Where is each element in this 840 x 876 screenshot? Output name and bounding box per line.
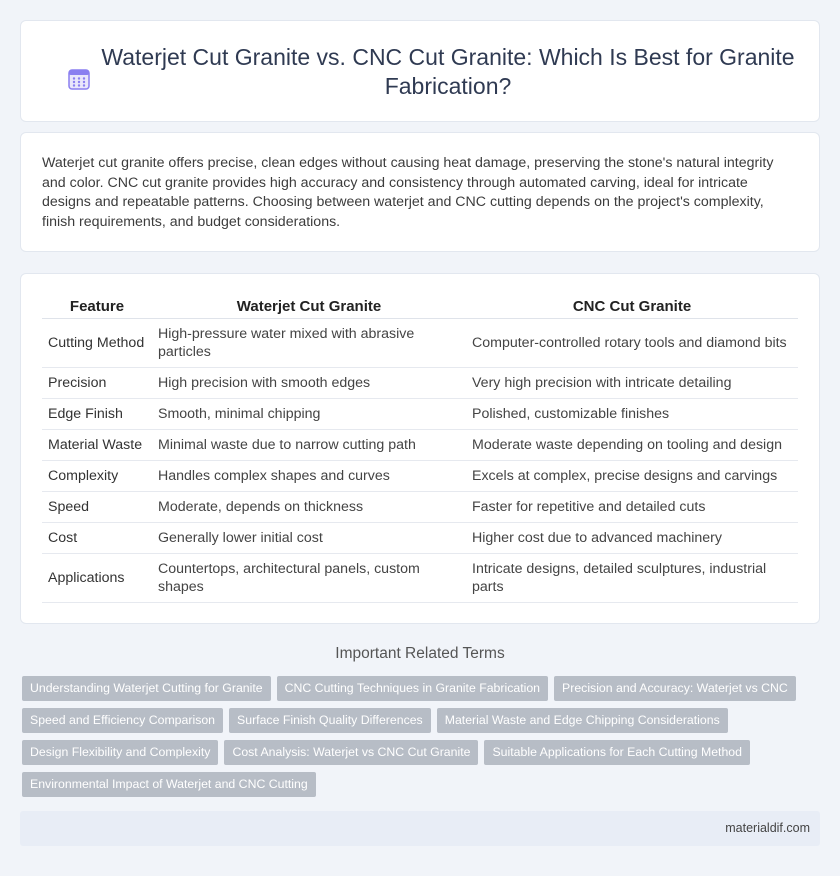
row-waterjet: Generally lower initial cost xyxy=(152,522,466,553)
row-feature: Material Waste xyxy=(42,429,152,460)
table-row xyxy=(42,522,798,553)
row-cnc: Very high precision with intricate detailing xyxy=(466,367,798,398)
table-row xyxy=(42,318,798,367)
header-waterjet: Waterjet Cut Granite xyxy=(152,294,466,318)
row-waterjet: Moderate, depends on thickness xyxy=(152,491,466,522)
footer xyxy=(20,811,820,846)
related-term-tag[interactable]: Speed and Efficiency Comparison xyxy=(22,708,223,733)
related-term-tag[interactable]: Suitable Applications for Each Cutting Method xyxy=(484,740,750,765)
row-cnc: Intricate designs, detailed sculptures, industrial parts xyxy=(466,553,798,602)
table-header-row xyxy=(42,294,798,318)
related-term-tag[interactable]: Cost Analysis: Waterjet vs CNC Cut Granite xyxy=(224,740,478,765)
related-terms-list xyxy=(22,676,812,797)
related-term-tag[interactable]: Material Waste and Edge Chipping Considerations xyxy=(437,708,728,733)
row-feature: Applications xyxy=(42,553,152,602)
related-term-tag[interactable]: Surface Finish Quality Differences xyxy=(229,708,431,733)
row-cnc: Moderate waste depending on tooling and design xyxy=(466,429,798,460)
intro-card xyxy=(20,132,820,252)
row-cnc: Computer-controlled rotary tools and diamond bits xyxy=(466,318,798,367)
comparison-card xyxy=(20,273,820,624)
table-row xyxy=(42,491,798,522)
related-term-tag[interactable]: Precision and Accuracy: Waterjet vs CNC xyxy=(554,676,796,701)
row-feature: Precision xyxy=(42,367,152,398)
table-row xyxy=(42,460,798,491)
table-row xyxy=(42,367,798,398)
row-feature: Cutting Method xyxy=(42,318,152,367)
related-term-tag[interactable]: Understanding Waterjet Cutting for Granite xyxy=(22,676,271,701)
row-waterjet: Handles complex shapes and curves xyxy=(152,460,466,491)
header-cnc: CNC Cut Granite xyxy=(466,294,798,318)
related-term-tag[interactable]: CNC Cutting Techniques in Granite Fabrication xyxy=(277,676,548,701)
row-waterjet: High-pressure water mixed with abrasive particles xyxy=(152,318,466,367)
calendar-grid-icon xyxy=(67,67,91,91)
header-feature: Feature xyxy=(42,294,152,318)
comparison-table xyxy=(42,294,798,603)
title-card xyxy=(20,20,820,122)
row-feature: Complexity xyxy=(42,460,152,491)
table-row xyxy=(42,553,798,602)
related-terms-title: Important Related Terms xyxy=(335,645,505,662)
footer-site-link[interactable]: materialdif.com xyxy=(725,821,810,835)
row-waterjet: Countertops, architectural panels, custom shapes xyxy=(152,553,466,602)
row-waterjet: High precision with smooth edges xyxy=(152,367,466,398)
row-feature: Cost xyxy=(42,522,152,553)
table-row xyxy=(42,398,798,429)
intro-paragraph: Waterjet cut granite offers precise, clean edges without causing heat damage, preserving the stone's natural integrity and color. CNC cut granite provides high accuracy and consistency through automated carving, ideal for intricate designs and repeatable patterns. Choosing between waterjet and CNC cutting depends on the project's complexity, finish requirements, and budget considerations. xyxy=(42,155,774,230)
page-title: Waterjet Cut Granite vs. CNC Cut Granite: Which Is Best for Granite Fabrication? xyxy=(101,44,795,99)
row-cnc: Higher cost due to advanced machinery xyxy=(466,522,798,553)
row-waterjet: Minimal waste due to narrow cutting path xyxy=(152,429,466,460)
table-row xyxy=(42,429,798,460)
related-term-tag[interactable]: Design Flexibility and Complexity xyxy=(22,740,218,765)
related-term-tag[interactable]: Environmental Impact of Waterjet and CNC Cutting xyxy=(22,772,316,797)
row-cnc: Excels at complex, precise designs and carvings xyxy=(466,460,798,491)
row-cnc: Polished, customizable finishes xyxy=(466,398,798,429)
row-waterjet: Smooth, minimal chipping xyxy=(152,398,466,429)
row-cnc: Faster for repetitive and detailed cuts xyxy=(466,491,798,522)
row-feature: Speed xyxy=(42,491,152,522)
row-feature: Edge Finish xyxy=(42,398,152,429)
